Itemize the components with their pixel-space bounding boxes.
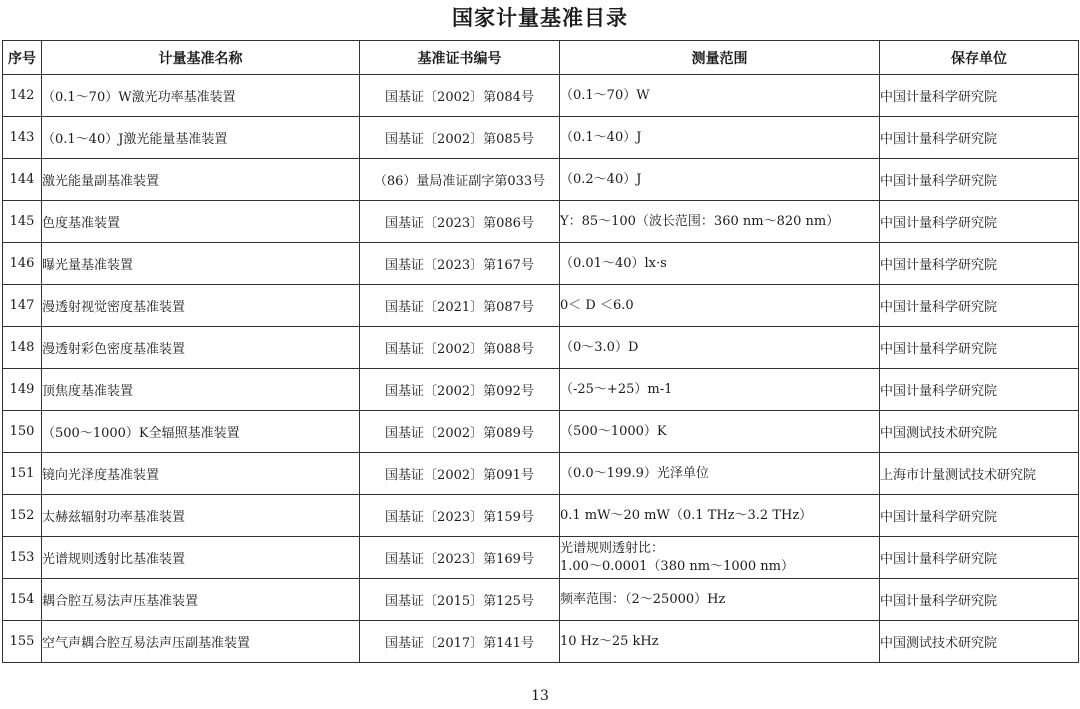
header-name: 计量基准名称 [42,41,360,75]
row-number: 144 [3,159,42,201]
measurement-range: （0.1～40）J [560,117,880,159]
measurement-range [560,537,880,579]
measurement-range: （0.1～70）W [560,75,880,117]
table-row [3,243,1079,285]
measurement-range: （500～1000）K [560,411,880,453]
certificate-number: 国基证〔2023〕第169号 [360,537,560,579]
custodian-unit: 中国测试技术研究院 [880,621,1079,663]
certificate-number: 国基证〔2002〕第084号 [360,75,560,117]
custodian-unit: 中国计量科学研究院 [880,117,1079,159]
row-number: 154 [3,579,42,621]
page-title: 国家计量基准目录 [452,6,628,30]
header-cert: 基准证书编号 [360,41,560,75]
certificate-number: 国基证〔2002〕第091号 [360,453,560,495]
row-number: 145 [3,201,42,243]
standard-name: （500～1000）K全辐照基准装置 [42,411,360,453]
measurement-range: （0.01～40）lx·s [560,243,880,285]
certificate-number: 国基证〔2021〕第087号 [360,285,560,327]
measurement-range: 10 Hz～25 kHz [560,621,880,663]
custodian-unit: 中国计量科学研究院 [880,201,1079,243]
certificate-number: 国基证〔2017〕第141号 [360,621,560,663]
certificate-number: 国基证〔2023〕第167号 [360,243,560,285]
custodian-unit: 中国计量科学研究院 [880,495,1079,537]
custodian-unit: 中国计量科学研究院 [880,243,1079,285]
page-number: 13 [531,688,549,704]
table-row [3,537,1079,579]
certificate-number: 国基证〔2015〕第125号 [360,579,560,621]
measurement-range: 频率范围：（2～25000）Hz [560,579,880,621]
standard-name: 镜向光泽度基准装置 [42,453,360,495]
header-no: 序号 [3,41,42,75]
table-row [3,75,1079,117]
row-number: 148 [3,327,42,369]
table-row [3,621,1079,663]
row-number: 155 [3,621,42,663]
standard-name: 激光能量副基准装置 [42,159,360,201]
header-unit: 保存单位 [880,41,1079,75]
measurement-range-line-1: 光谱规则透射比： [560,540,665,556]
table-row [3,495,1079,537]
measurement-range-line-2: 1.00～0.0001（380 nm～1000 nm） [560,558,794,574]
custodian-unit: 中国计量科学研究院 [880,369,1079,411]
measurement-range: 0.1 mW～20 mW（0.1 THz～3.2 THz） [560,495,880,537]
row-number: 146 [3,243,42,285]
certificate-number: 国基证〔2002〕第089号 [360,411,560,453]
standard-name: 光谱规则透射比基准装置 [42,537,360,579]
standard-name: 太赫兹辐射功率基准装置 [42,495,360,537]
measurement-range: （0.2～40）J [560,159,880,201]
row-number: 143 [3,117,42,159]
row-number: 149 [3,369,42,411]
row-number: 150 [3,411,42,453]
measurement-range: 0＜ D ＜6.0 [560,285,880,327]
table-row [3,579,1079,621]
header-range: 测量范围 [560,41,880,75]
measurement-range: Y：85～100（波长范围：360 nm～820 nm） [560,201,880,243]
table-row [3,453,1079,495]
measurement-range: （0.0～199.9）光泽单位 [560,453,880,495]
row-number: 147 [3,285,42,327]
custodian-unit: 中国计量科学研究院 [880,285,1079,327]
standard-name: （0.1～70）W激光功率基准装置 [42,75,360,117]
standard-name: （0.1～40）J激光能量基准装置 [42,117,360,159]
standard-name: 曝光量基准装置 [42,243,360,285]
custodian-unit: 中国计量科学研究院 [880,537,1079,579]
table-row [3,327,1079,369]
certificate-number: 国基证〔2023〕第159号 [360,495,560,537]
custodian-unit: 中国计量科学研究院 [880,75,1079,117]
standard-name: 色度基准装置 [42,201,360,243]
custodian-unit: 中国计量科学研究院 [880,159,1079,201]
table-row [3,201,1079,243]
custodian-unit: 中国计量科学研究院 [880,327,1079,369]
certificate-number: 国基证〔2002〕第085号 [360,117,560,159]
row-number: 153 [3,537,42,579]
certificate-number: 国基证〔2023〕第086号 [360,201,560,243]
custodian-unit: 中国计量科学研究院 [880,579,1079,621]
custodian-unit: 上海市计量测试技术研究院 [880,453,1079,495]
table-row [3,159,1079,201]
standard-name: 顶焦度基准装置 [42,369,360,411]
row-number: 152 [3,495,42,537]
table-row [3,285,1079,327]
standard-name: 空气声耦合腔互易法声压副基准装置 [42,621,360,663]
certificate-number: 国基证〔2002〕第092号 [360,369,560,411]
measurement-range: （-25～+25）m-1 [560,369,880,411]
measurement-range: （0～3.0）D [560,327,880,369]
table-row [3,117,1079,159]
custodian-unit: 中国测试技术研究院 [880,411,1079,453]
table-row [3,369,1079,411]
table-row [3,411,1079,453]
certificate-number: （86）量局准证副字第033号 [360,159,560,201]
row-number: 142 [3,75,42,117]
standards-table [2,40,1079,663]
table-header-row [3,41,1079,75]
standard-name: 耦合腔互易法声压基准装置 [42,579,360,621]
standard-name: 漫透射视觉密度基准装置 [42,285,360,327]
standard-name: 漫透射彩色密度基准装置 [42,327,360,369]
certificate-number: 国基证〔2002〕第088号 [360,327,560,369]
row-number: 151 [3,453,42,495]
